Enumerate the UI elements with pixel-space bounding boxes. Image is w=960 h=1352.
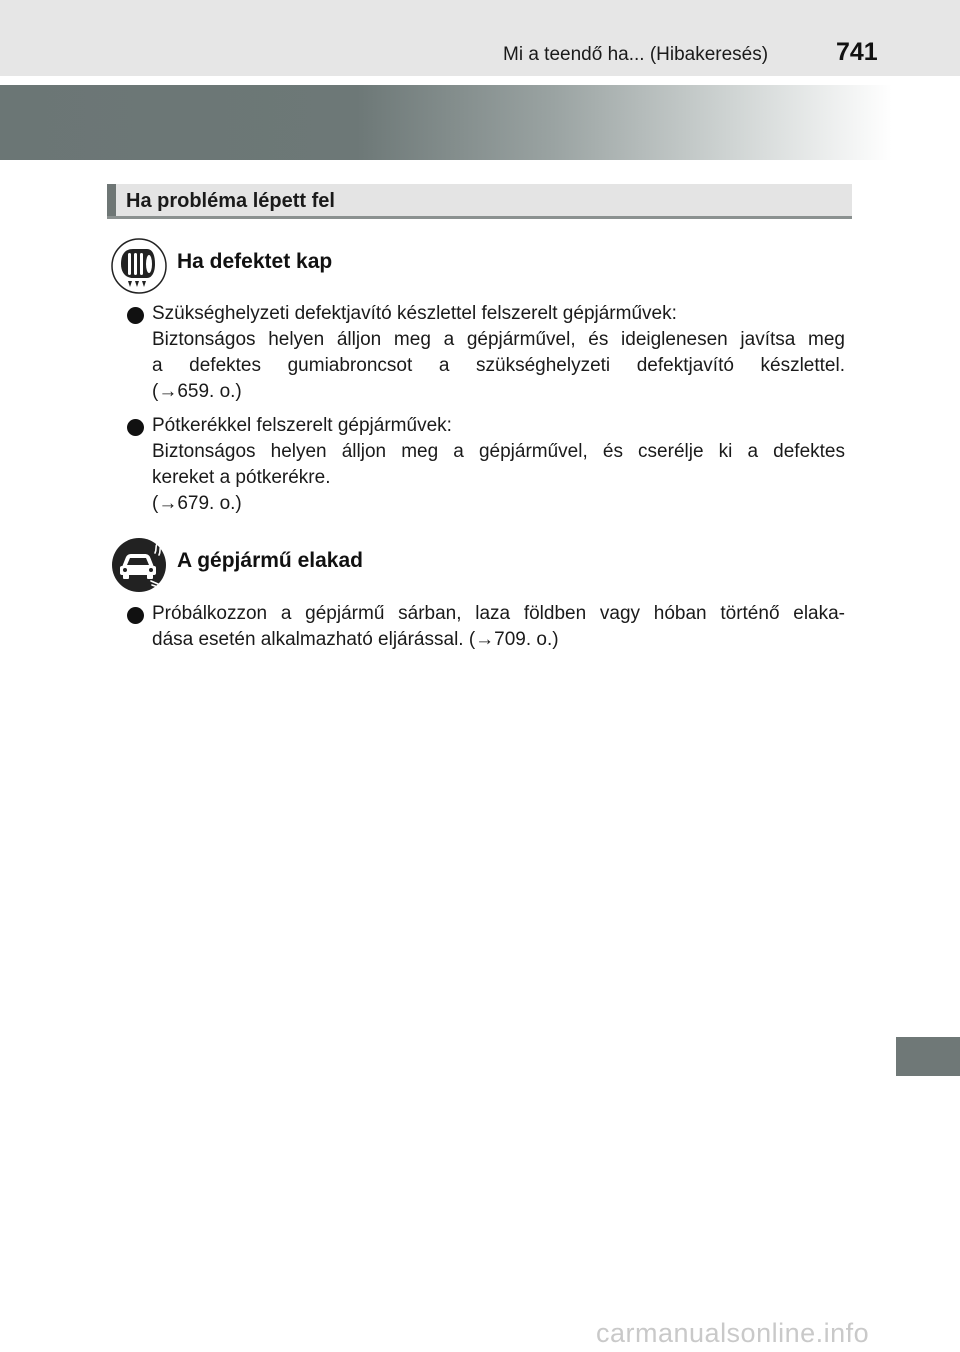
topic-title-stuck-vehicle: A gépjármű elakad (177, 549, 363, 572)
watermark: carmanualsonline.info (596, 1318, 870, 1348)
text-line: Próbálkozzon a gépjármű sárban, laza földben vagy hóban történő elaka- (152, 603, 845, 624)
chapter-thumb-tab (896, 1037, 960, 1076)
flat-tire-icon (111, 238, 167, 294)
page-reference: (→679. o.) (152, 493, 242, 514)
text-line: Biztonságos helyen álljon meg a gépjárművel, és cserélje ki a defektes (152, 441, 845, 462)
topic-title-flat-tire: Ha defektet kap (177, 250, 333, 273)
text-line: kereket a pótkerékre. (152, 467, 331, 488)
stuck-vehicle-icon (111, 537, 167, 593)
bullet-icon (127, 607, 144, 624)
text-line: Pótkerékkel felszerelt gépjárművek: (152, 415, 452, 436)
text-line: dása esetén alkalmazható eljárással. (→709. o.) (152, 629, 559, 650)
page-reference: (→659. o.) (152, 381, 242, 402)
text-line: Szükséghelyzeti defektjavító készlettel felszerelt gépjárművek: (152, 303, 677, 324)
list-item (152, 413, 845, 517)
text-line: a defektes gumiabroncsot a szükséghelyzeti defektjavító készlettel. (152, 355, 845, 376)
bullet-icon (127, 307, 144, 324)
page-number: 741 (836, 38, 878, 66)
text-line: Biztonságos helyen álljon meg a gépjárművel, és ideiglenesen javítsa meg (152, 329, 845, 350)
section-heading (107, 184, 852, 219)
list-item (152, 601, 845, 653)
section-heading-text: Ha probléma lépett fel (126, 190, 335, 212)
page-header (0, 0, 960, 76)
decorative-banner (0, 85, 892, 160)
list-item (152, 301, 845, 405)
bullet-icon (127, 419, 144, 436)
chapter-title: Mi a teendő ha... (Hibakeresés) (503, 44, 769, 65)
